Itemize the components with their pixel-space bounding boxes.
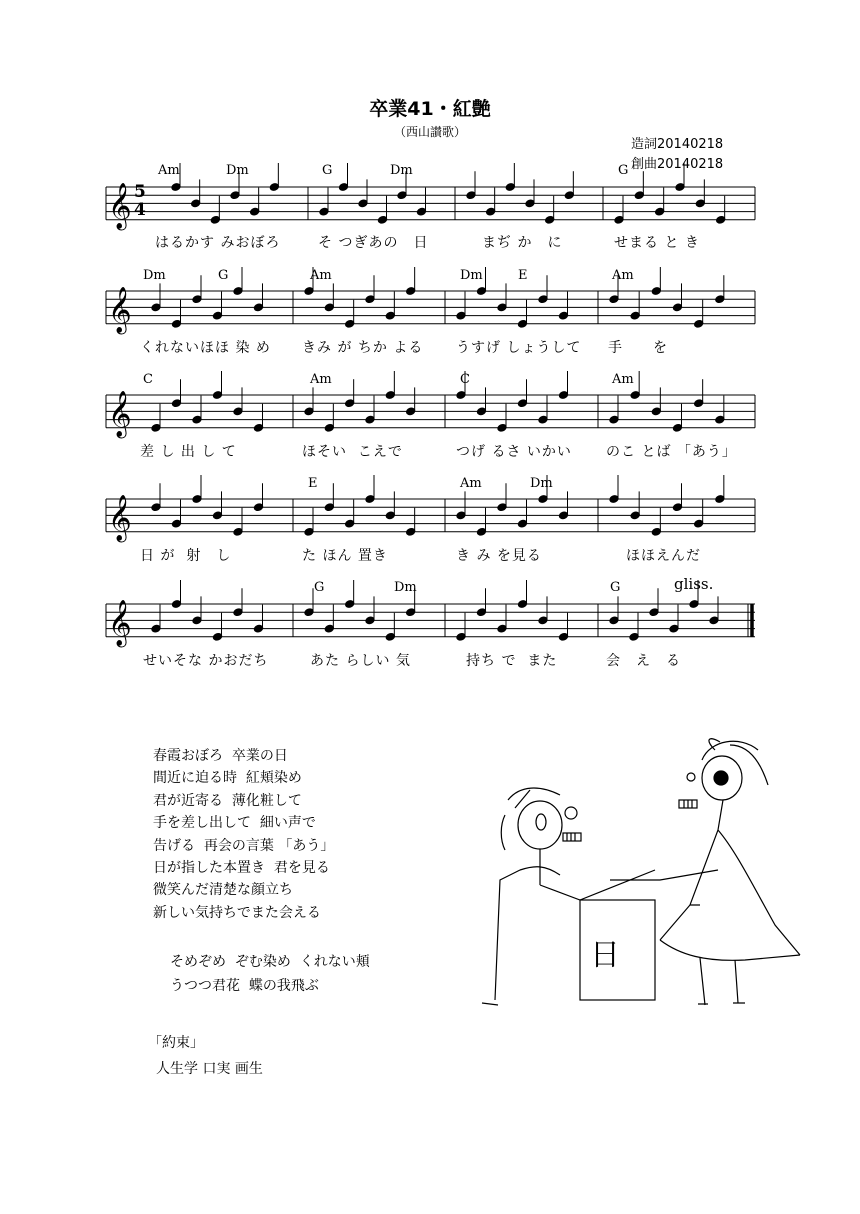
chord: Dm — [390, 163, 413, 178]
treble-clef-icon: 𝄞 — [108, 183, 132, 229]
lyric: つげ るさ いかい — [456, 444, 572, 460]
lyric: せいそな かおだち — [143, 653, 269, 669]
lyric: 差 し 出 し て — [140, 444, 237, 460]
illustration-drawing — [480, 735, 810, 1025]
chord: G — [610, 580, 621, 595]
lyrics-credit: 造詞20140218 — [631, 137, 724, 152]
treble-clef-icon: 𝄞 — [108, 600, 132, 646]
lyric: うすげ しょうして — [456, 340, 582, 356]
poem-line: 春霞おぼろ 卒業の日 — [153, 748, 288, 764]
promise-byline: 人生学 口実 画生 — [156, 1061, 263, 1077]
lyric: のこ とば 「あう」 — [606, 444, 737, 460]
lyric: 会 え る — [606, 653, 681, 669]
page-title: 卒業41・紅艶 — [369, 98, 491, 120]
chord: Dm — [460, 268, 483, 283]
refrain-line: うつつ君花 蝶の我飛ぶ — [170, 978, 319, 994]
time-signature-top: 5 — [134, 182, 146, 202]
chord: E — [308, 476, 318, 491]
chord: Dm — [226, 163, 249, 178]
lyric: き み を見る — [456, 548, 542, 564]
poem-line: 君が近寄る 薄化粧して — [153, 792, 302, 809]
treble-clef-icon: 𝄞 — [108, 495, 132, 541]
chord: G — [218, 268, 229, 283]
chord: Dm — [530, 476, 553, 491]
chord: Am — [612, 372, 634, 387]
chord: C — [460, 372, 470, 387]
time-signature-bottom: 4 — [134, 200, 146, 220]
promise-block — [148, 1030, 263, 1082]
chord: Am — [158, 163, 180, 178]
lyric: あた らしい 気 — [310, 653, 411, 669]
lyric: 手 を — [608, 340, 668, 356]
lyric: 持ち で また — [466, 653, 558, 669]
lyric: ほほえんだ — [626, 548, 701, 564]
chord: Am — [310, 372, 332, 387]
lyric: た ほん 置き — [302, 548, 388, 564]
poem-line: 告げる 再会の言葉 「あう」 — [153, 837, 335, 854]
chord: G — [322, 163, 333, 178]
treble-clef-icon: 𝄞 — [108, 287, 132, 333]
poem — [153, 745, 334, 924]
chord: Am — [460, 476, 482, 491]
chord: Dm — [143, 268, 166, 283]
chord: Am — [612, 268, 634, 283]
lyric: ほそい こえで — [302, 444, 403, 460]
chord: C — [143, 372, 153, 387]
lyric: そ つぎあの 日 — [318, 235, 429, 251]
poem-line: 間近に迫る時 紅頬染め — [153, 770, 302, 787]
poem-line: 新しい気持ちでまた会える — [153, 904, 321, 921]
chord: Am — [310, 268, 332, 283]
chord: G — [618, 163, 629, 178]
music-credit: 創曲20140218 — [631, 157, 724, 172]
lyric: きみ が ちか よる — [302, 340, 424, 356]
lyric: せまる と き — [614, 235, 700, 251]
gliss-marking: gliss. — [674, 575, 714, 593]
chord: Dm — [394, 580, 417, 595]
promise-title: 「約束」 — [148, 1035, 204, 1051]
lyric: はるかす みおぼろ — [155, 235, 281, 251]
lyric: まぢ か に — [482, 235, 563, 251]
poem-line: 微笑んだ清楚な顔立ち — [153, 882, 293, 899]
refrain-line: そめぞめ ぞむ染め くれない頬 — [170, 954, 370, 970]
box-glyph: 日 — [590, 938, 620, 973]
chord: G — [314, 580, 325, 595]
poem-line: 手を差し出して 細い声で — [153, 815, 316, 832]
lyric: 日 が 射 し — [140, 548, 232, 564]
lyric: くれないほほ 染 め — [140, 340, 271, 356]
poem-line: 日が指した本置き 君を見る — [153, 860, 330, 877]
page-subtitle: （西山讃歌） — [393, 125, 466, 139]
treble-clef-icon: 𝄞 — [108, 391, 132, 437]
chord: E — [518, 268, 528, 283]
refrain — [170, 950, 370, 998]
